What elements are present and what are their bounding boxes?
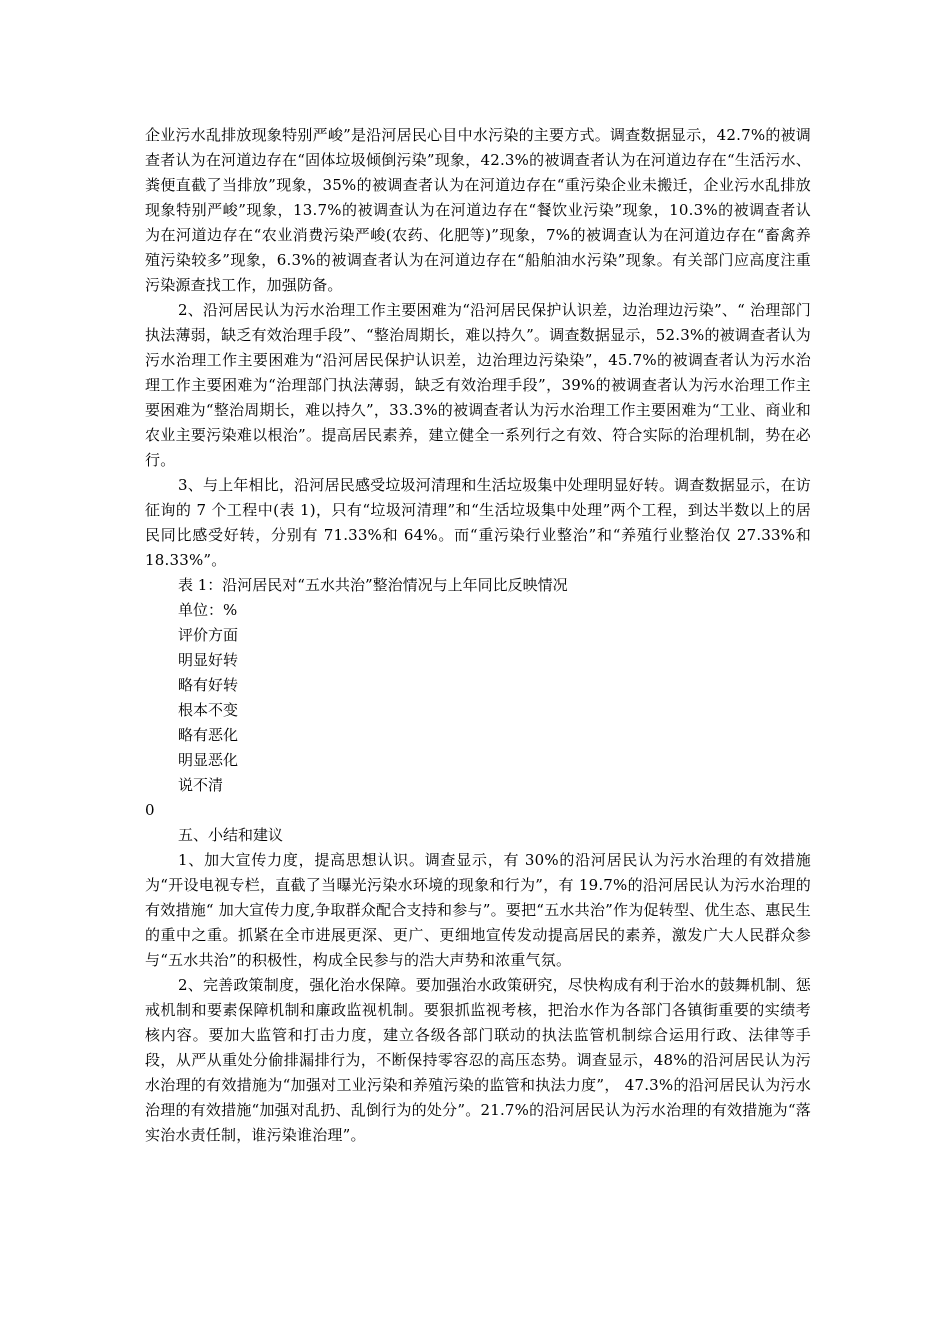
paragraph-pollution-sources: 企业污水乱排放现象特别严峻”是沿河居民心目中水污染的主要方式。调查数据显示，42.7%的被调查者认为在河道边存在“固体垃圾倾倒污染”现象，42.3%的被调查者认为在河道边存在“生活污水、粪便直截了当排放”现象，35%的被调查者认为在河道边存在“重污染企业未搬迁，企业污水乱排放现象特别严峻”现象，13.7%的被调查认为在河道边存在“餐饮业污染”现象，10.3%的被调查者认为在河道边存在“农业消费污染严峻(农药、化肥等)”现象，7%的被调查认为在河道边存在“畜禽养殖污染较多”现象，6.3%的被调查者认为在河道边存在“船舶油水污染”现象。有关部门应高度注重污染源查找工作，加强防备。: [145, 126, 811, 294]
document-body: [145, 123, 811, 1148]
table-column-slight-worse: 略有恶化: [178, 726, 239, 744]
section-heading-summary: 五、小结和建议: [178, 826, 284, 844]
paragraph-policy: 2、完善政策制度，强化治水保障。要加强治水政策研究，尽快构成有利于治水的鼓舞机制、惩戒机制和要素保障机制和廉政监视机制。要狠抓监视考核，把治水作为各部门各镇街重要的实绩考核内容。要加大监管和打击力度，建立各级各部门联动的执法监管机制综合运用行政、法律等手段，从严从重处分偷排漏排行为，不断保持零容忍的高压态势。调查显示，48%的沿河居民认为污水治理的有效措施为“加强对工业污染和养殖污染的监管和执法力度”， 47.3%的沿河居民认为污水治理的有效措施“加强对乱扔、乱倒行为的处分”。21.7%的沿河居民认为污水治理的有效措施为“落实治水责任制，谁污染谁治理”。: [145, 976, 811, 1144]
table-unit: 单位：%: [178, 601, 238, 619]
table-column-unclear: 说不清: [178, 776, 224, 794]
table-column-significant-improve: 明显好转: [178, 651, 239, 669]
table-column-slight-improve: 略有好转: [178, 676, 239, 694]
table-value: 0: [145, 801, 155, 819]
paragraph-publicity: 1、加大宣传力度，提高思想认识。调查显示，有 30%的沿河居民认为污水治理的有效措施为“开设电视专栏，直截了当曝光污染水环境的现象和行为”，有 19.7%的沿河居民认为污水治理的有效措施“ 加大宣传力度,争取群众配合支持和参与”。要把“五水共治”作为促转型、优生态、惠民生的重中之重。抓紧在全市进展更深、更广、更细地宣传发动提高居民的素养，激发广大人民群众参与“五水共治”的积极性，构成全民参与的浩大声势和浓重气氛。: [145, 851, 811, 969]
paragraph-year-comparison: 3、与上年相比，沿河居民感受垃圾河清理和生活垃圾集中处理明显好转。调查数据显示，在访征询的 7 个工程中(表 1)，只有“垃圾河清理”和“生活垃圾集中处理”两个工程，到达半数以上的居民同比感受好转，分别有 71.33%和 64%。而“重污染行业整治”和“养殖行业整治仅 27.33%和 18.33%”。: [145, 476, 811, 569]
table-column-unchanged: 根本不变: [178, 701, 239, 719]
paragraph-difficulties: 2、沿河居民认为污水治理工作主要困难为“沿河居民保护认识差，边治理边污染”、“ 治理部门执法薄弱，缺乏有效治理手段”、“整治周期长，难以持久”。调查数据显示，52.3%的被调查者认为污水治理工作主要困难为“沿河居民保护认识差，边治理边污染染”，45.7%的被调查者认为污水治理工作主要困难为“治理部门执法薄弱，缺乏有效治理手段”，39%的被调查者认为污水治理工作主要困难为“整治周期长，难以持久”，33.3%的被调查者认为污水治理工作主要困难为“工业、商业和农业主要污染难以根治”。提高居民素养，建立健全一系列行之有效、符合实际的治理机制，势在必行。: [145, 301, 811, 469]
table-column-significant-worse: 明显恶化: [178, 751, 239, 769]
table-title: 表 1：沿河居民对“五水共治”整治情况与上年同比反映情况: [178, 576, 568, 594]
table-header-aspect: 评价方面: [178, 626, 239, 644]
